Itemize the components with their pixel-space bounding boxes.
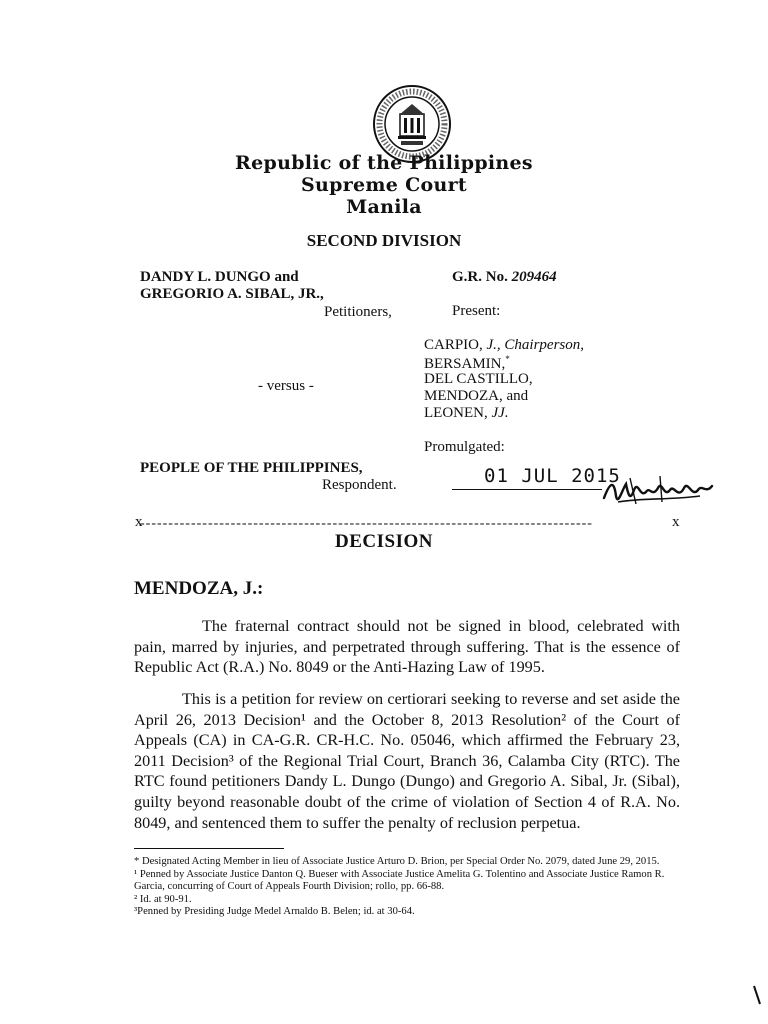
gr-number: G.R. No. 209464 [452, 269, 557, 285]
paragraph-2: This is a petition for review on certiorari seeking to reverse and set aside the April 26, 2013 Decision¹ and the October 8, 2013 Resolution² of the Court of Appeals (CA) in CA-G.R. CR-H.C. No. 05046, which affirmed the February 23, 2011 Decision³ of the Regional Trial Court, Branch 36, Calamba City (RTC). The RTC found petitioners Dandy L. Dungo (Dungo) and Gregorio A. Sibal, Jr. (Sibal), guilty beyond reasonable doubt of the crime of violation of Section 4 of R.A. No. 8049, and sentenced them to suffer the penalty of reclusion perpetua. [134, 690, 680, 832]
scan-mark-icon [752, 984, 762, 1006]
promulgated-date-stamp: 01 JUL 2015 [484, 465, 621, 487]
divider-x-right: x [672, 514, 680, 530]
justice-bersamin: BERSAMIN,* [424, 354, 510, 372]
justice-carpio: CARPIO, J., Chairperson, [424, 337, 585, 353]
footnote-star: * Designated Acting Member in lieu of Associate Justice Arturo D. Brion, per Special Order No. 2079, dated June 29, 2015. [134, 856, 660, 867]
versus-label: - versus - [258, 378, 314, 394]
petitioners-label: Petitioners, [324, 304, 392, 320]
respondent-name: PEOPLE OF THE PHILIPPINES, [140, 460, 363, 476]
footnote-1: ¹ Penned by Associate Justice Danton Q. Bueser with Associate Justice Amelita G. Tolentino and Associate Justice Ramon R. Garcia, concurring of Court of Appeals Fourth Division; rollo, pp. 66-88. [134, 868, 665, 893]
petitioner-line-1: DANDY L. DUNGO and [140, 269, 299, 285]
header-republic: Republic of the Philippines [235, 152, 533, 174]
decision-title: DECISION [335, 531, 433, 552]
promulgated-underline [452, 489, 602, 490]
divider-x-left: x [135, 514, 143, 530]
respondent-label: Respondent. [322, 477, 397, 493]
justice-mendoza: MENDOZA, and [424, 388, 529, 404]
footnote-rule [134, 848, 284, 849]
divider-dashes: -------------------------------------------------------------------------------- [140, 516, 593, 531]
division-heading: SECOND DIVISION [306, 231, 462, 250]
footnote-2: ² Id. at 90-91. [134, 893, 192, 905]
paragraph-1: The fraternal contract should not be signed in blood, celebrated with pain, marred by injuries, and perpetrated through suffering. That is the essence of Republic Act (R.A.) No. 8049 or the Anti-Hazing Law of 1995. [134, 617, 680, 677]
ponente: MENDOZA, J.: [134, 578, 264, 599]
justice-leonen: LEONEN, JJ. [424, 405, 509, 421]
justice-del-castillo: DEL CASTILLO, [424, 371, 533, 387]
header-supreme-court: Supreme Court [300, 174, 468, 196]
header-manila: Manila [346, 196, 422, 218]
present-label: Present: [452, 303, 501, 319]
footnote-3: ³Penned by Presiding Judge Medel Arnaldo B. Belen; id. at 30-64. [134, 906, 415, 918]
promulgated-label: Promulgated: [424, 439, 505, 455]
petitioner-line-2: GREGORIO A. SIBAL, JR., [140, 286, 324, 302]
clerk-signature-icon [600, 468, 718, 512]
footnotes [134, 856, 682, 919]
